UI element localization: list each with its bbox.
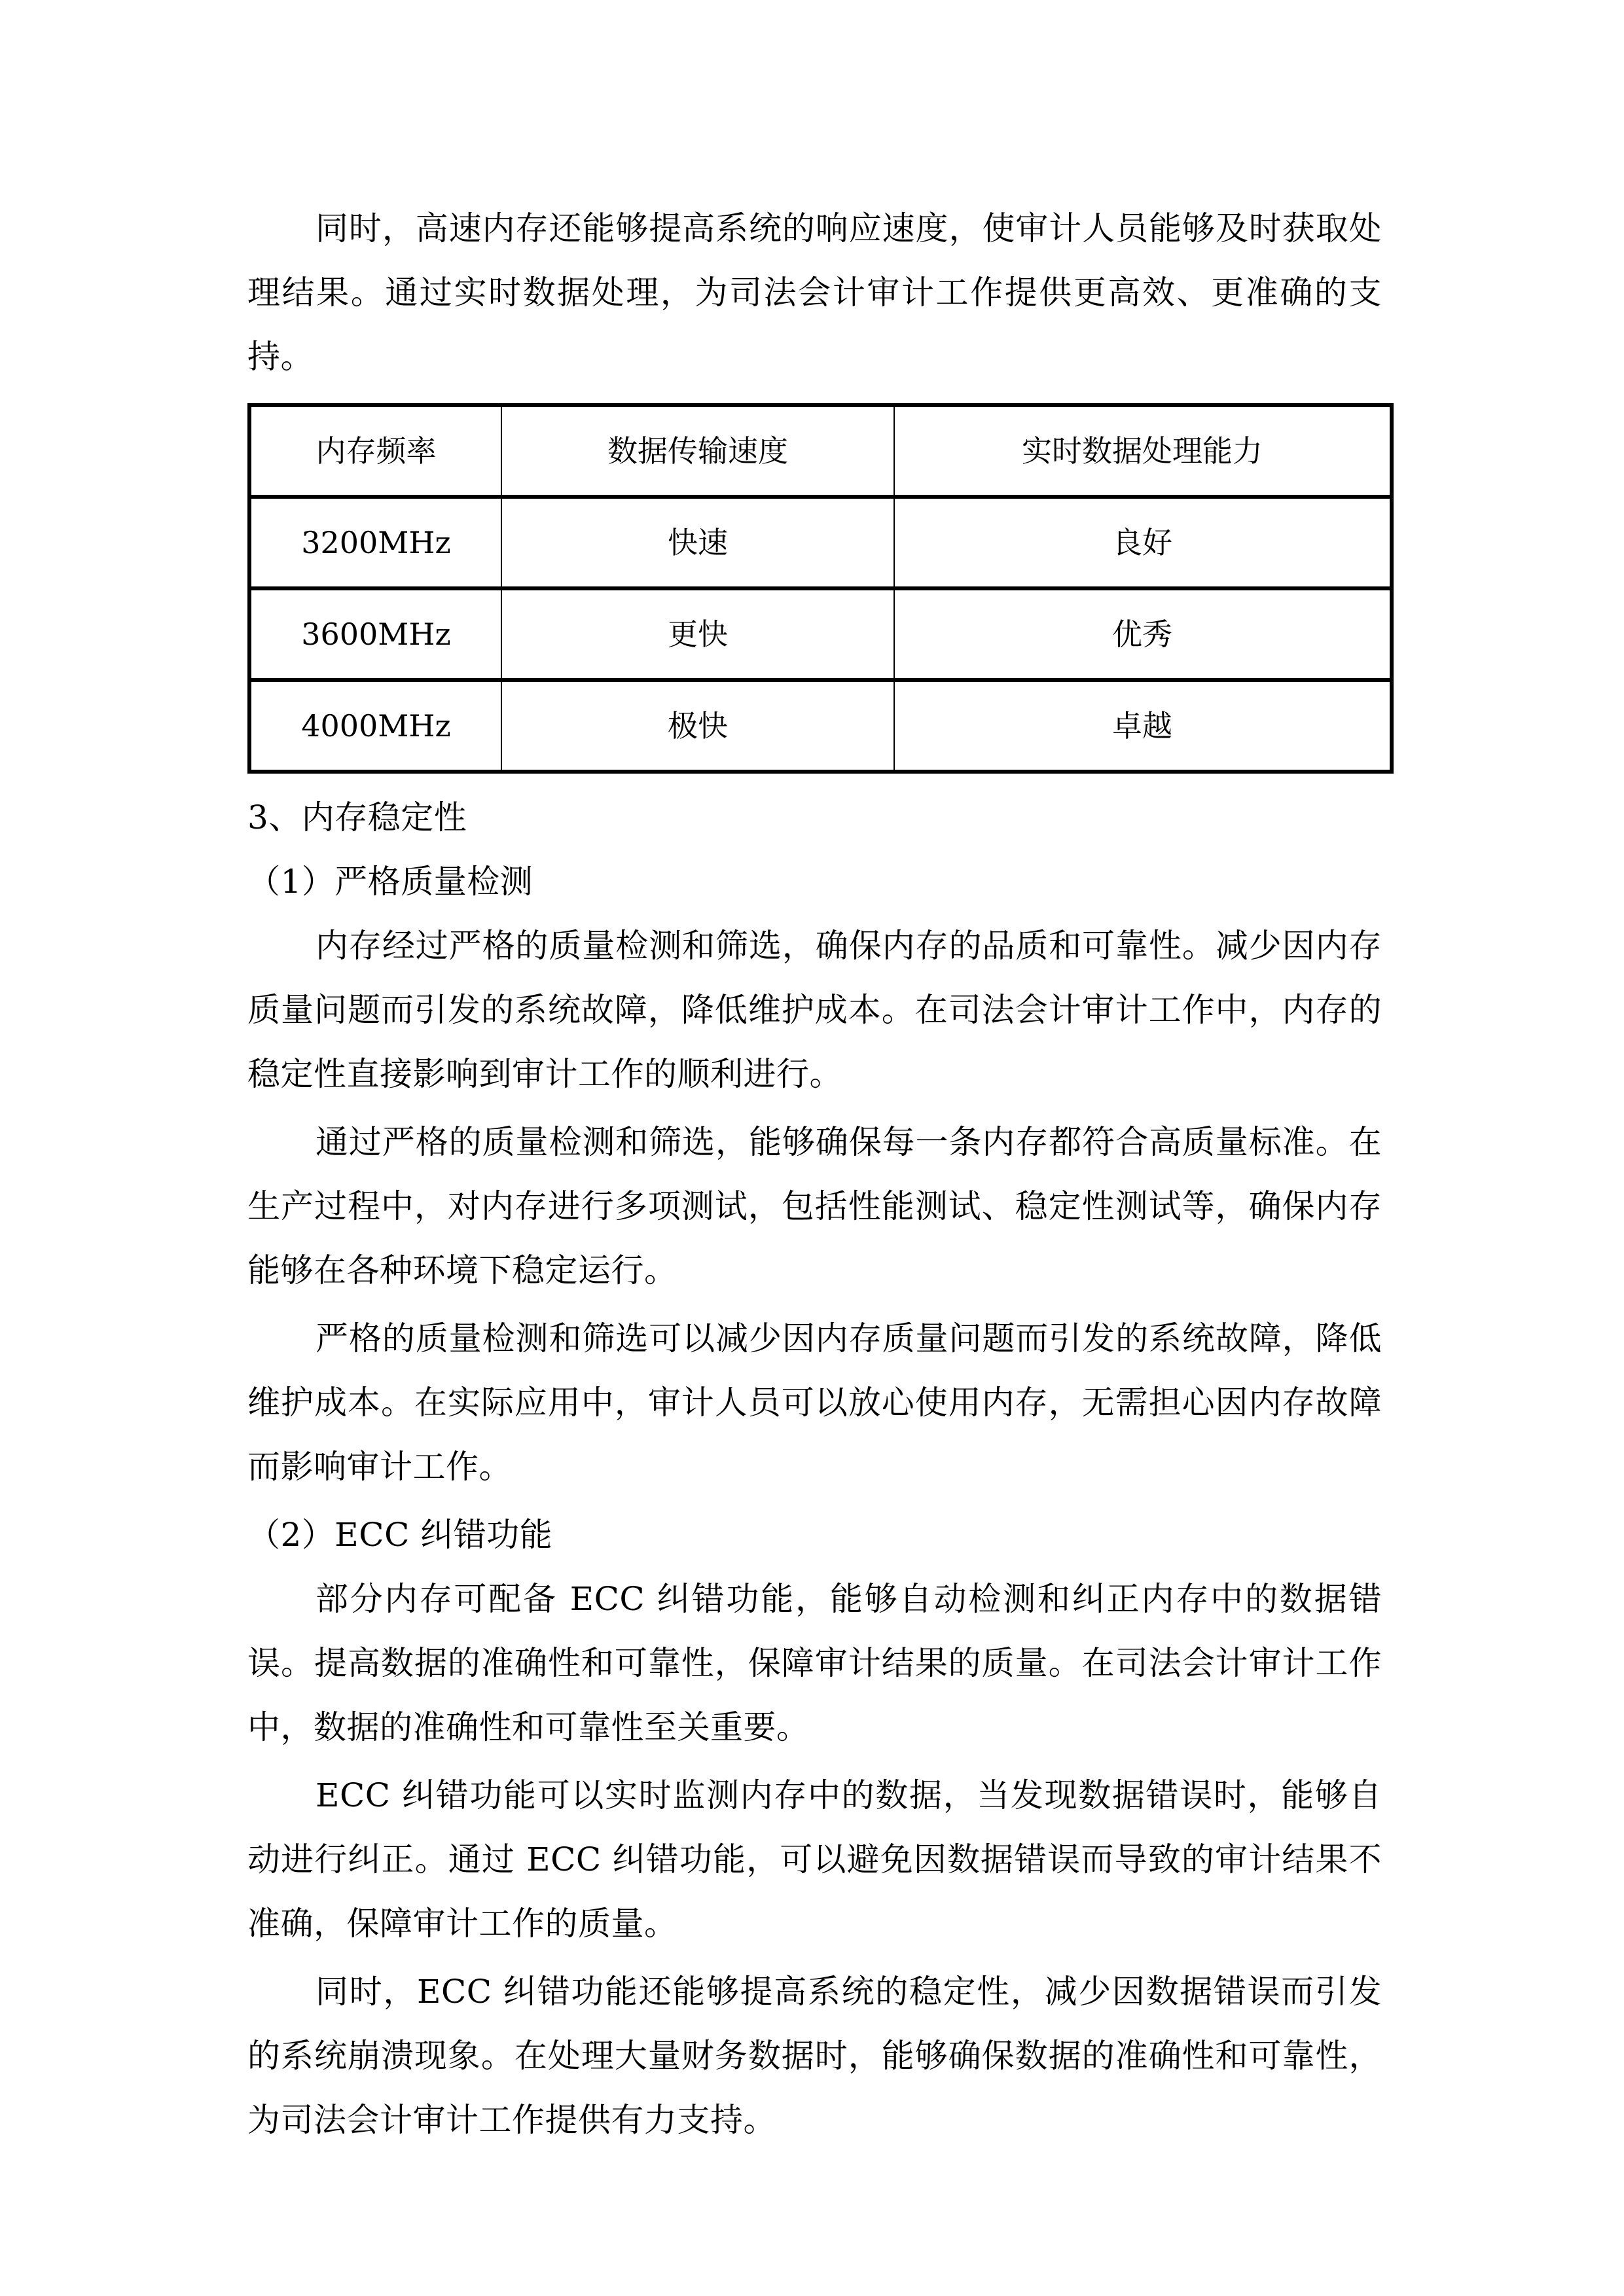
table-row [249,588,1392,680]
table-row [249,680,1392,772]
table-cell-capability: 优秀 [894,588,1392,680]
table-cell-speed: 极快 [501,680,894,772]
memory-spec-table-wrapper [247,403,1390,774]
paragraph-intro: 同时，高速内存还能够提高系统的响应速度，使审计人员能够及时获取处理结果。通过实时数据处理，为司法会计审计工作提供更高效、更准确的支持。 [247,209,1382,376]
paragraph-ecc-1: 部分内存可配备 ECC 纠错功能，能够自动检测和纠正内存中的数据错误。提高数据的准确性和可靠性，保障审计结果的质量。在司法会计审计工作中，数据的准确性和可靠性至关重要。 [247,1580,1382,1746]
memory-spec-table [247,403,1394,774]
table-cell-frequency: 3600MHz [249,588,501,680]
paragraph-quality-1: 内存经过严格的质量检测和筛选，确保内存的品质和可靠性。减少因内存质量问题而引发的系统故障，降低维护成本。在司法会计审计工作中，内存的稳定性直接影响到审计工作的顺利进行。 [247,927,1382,1093]
paragraph-ecc-2: ECC 纠错功能可以实时监测内存中的数据，当发现数据错误时，能够自动进行纠正。通过 ECC 纠错功能，可以避免因数据错误而导致的审计结果不准确，保障审计工作的质量。 [247,1776,1382,1943]
subsection-heading-ecc: （2）ECC 纠错功能 [247,1516,553,1554]
paragraph-quality-3: 严格的质量检测和筛选可以减少因内存质量问题而引发的系统故障，降低维护成本。在实际应用中，审计人员可以放心使用内存，无需担心因内存故障而影响审计工作。 [247,1319,1382,1486]
table-header-cell-frequency: 内存频率 [249,405,501,497]
table-cell-speed: 更快 [501,588,894,680]
table-cell-frequency: 4000MHz [249,680,501,772]
table-header-cell-capability: 实时数据处理能力 [894,405,1392,497]
table-cell-capability: 卓越 [894,680,1392,772]
table-header-cell-speed: 数据传输速度 [501,405,894,497]
section-heading-memory-stability: 3、内存稳定性 [247,798,467,836]
subsection-heading-quality-inspection: （1）严格质量检测 [247,863,533,901]
table-cell-speed: 快速 [501,497,894,588]
paragraph-quality-2: 通过严格的质量检测和筛选，能够确保每一条内存都符合高质量标准。在生产过程中，对内存进行多项测试，包括性能测试、稳定性测试等，确保内存能够在各种环境下稳定运行。 [247,1123,1382,1289]
table-cell-capability: 良好 [894,497,1392,588]
table-header-row [249,405,1392,497]
table-cell-frequency: 3200MHz [249,497,501,588]
paragraph-ecc-3: 同时，ECC 纠错功能还能够提高系统的稳定性，减少因数据错误而引发的系统崩溃现象。在处理大量财务数据时，能够确保数据的准确性和可靠性，为司法会计审计工作提供有力支持。 [247,1973,1382,2139]
table-row [249,497,1392,588]
